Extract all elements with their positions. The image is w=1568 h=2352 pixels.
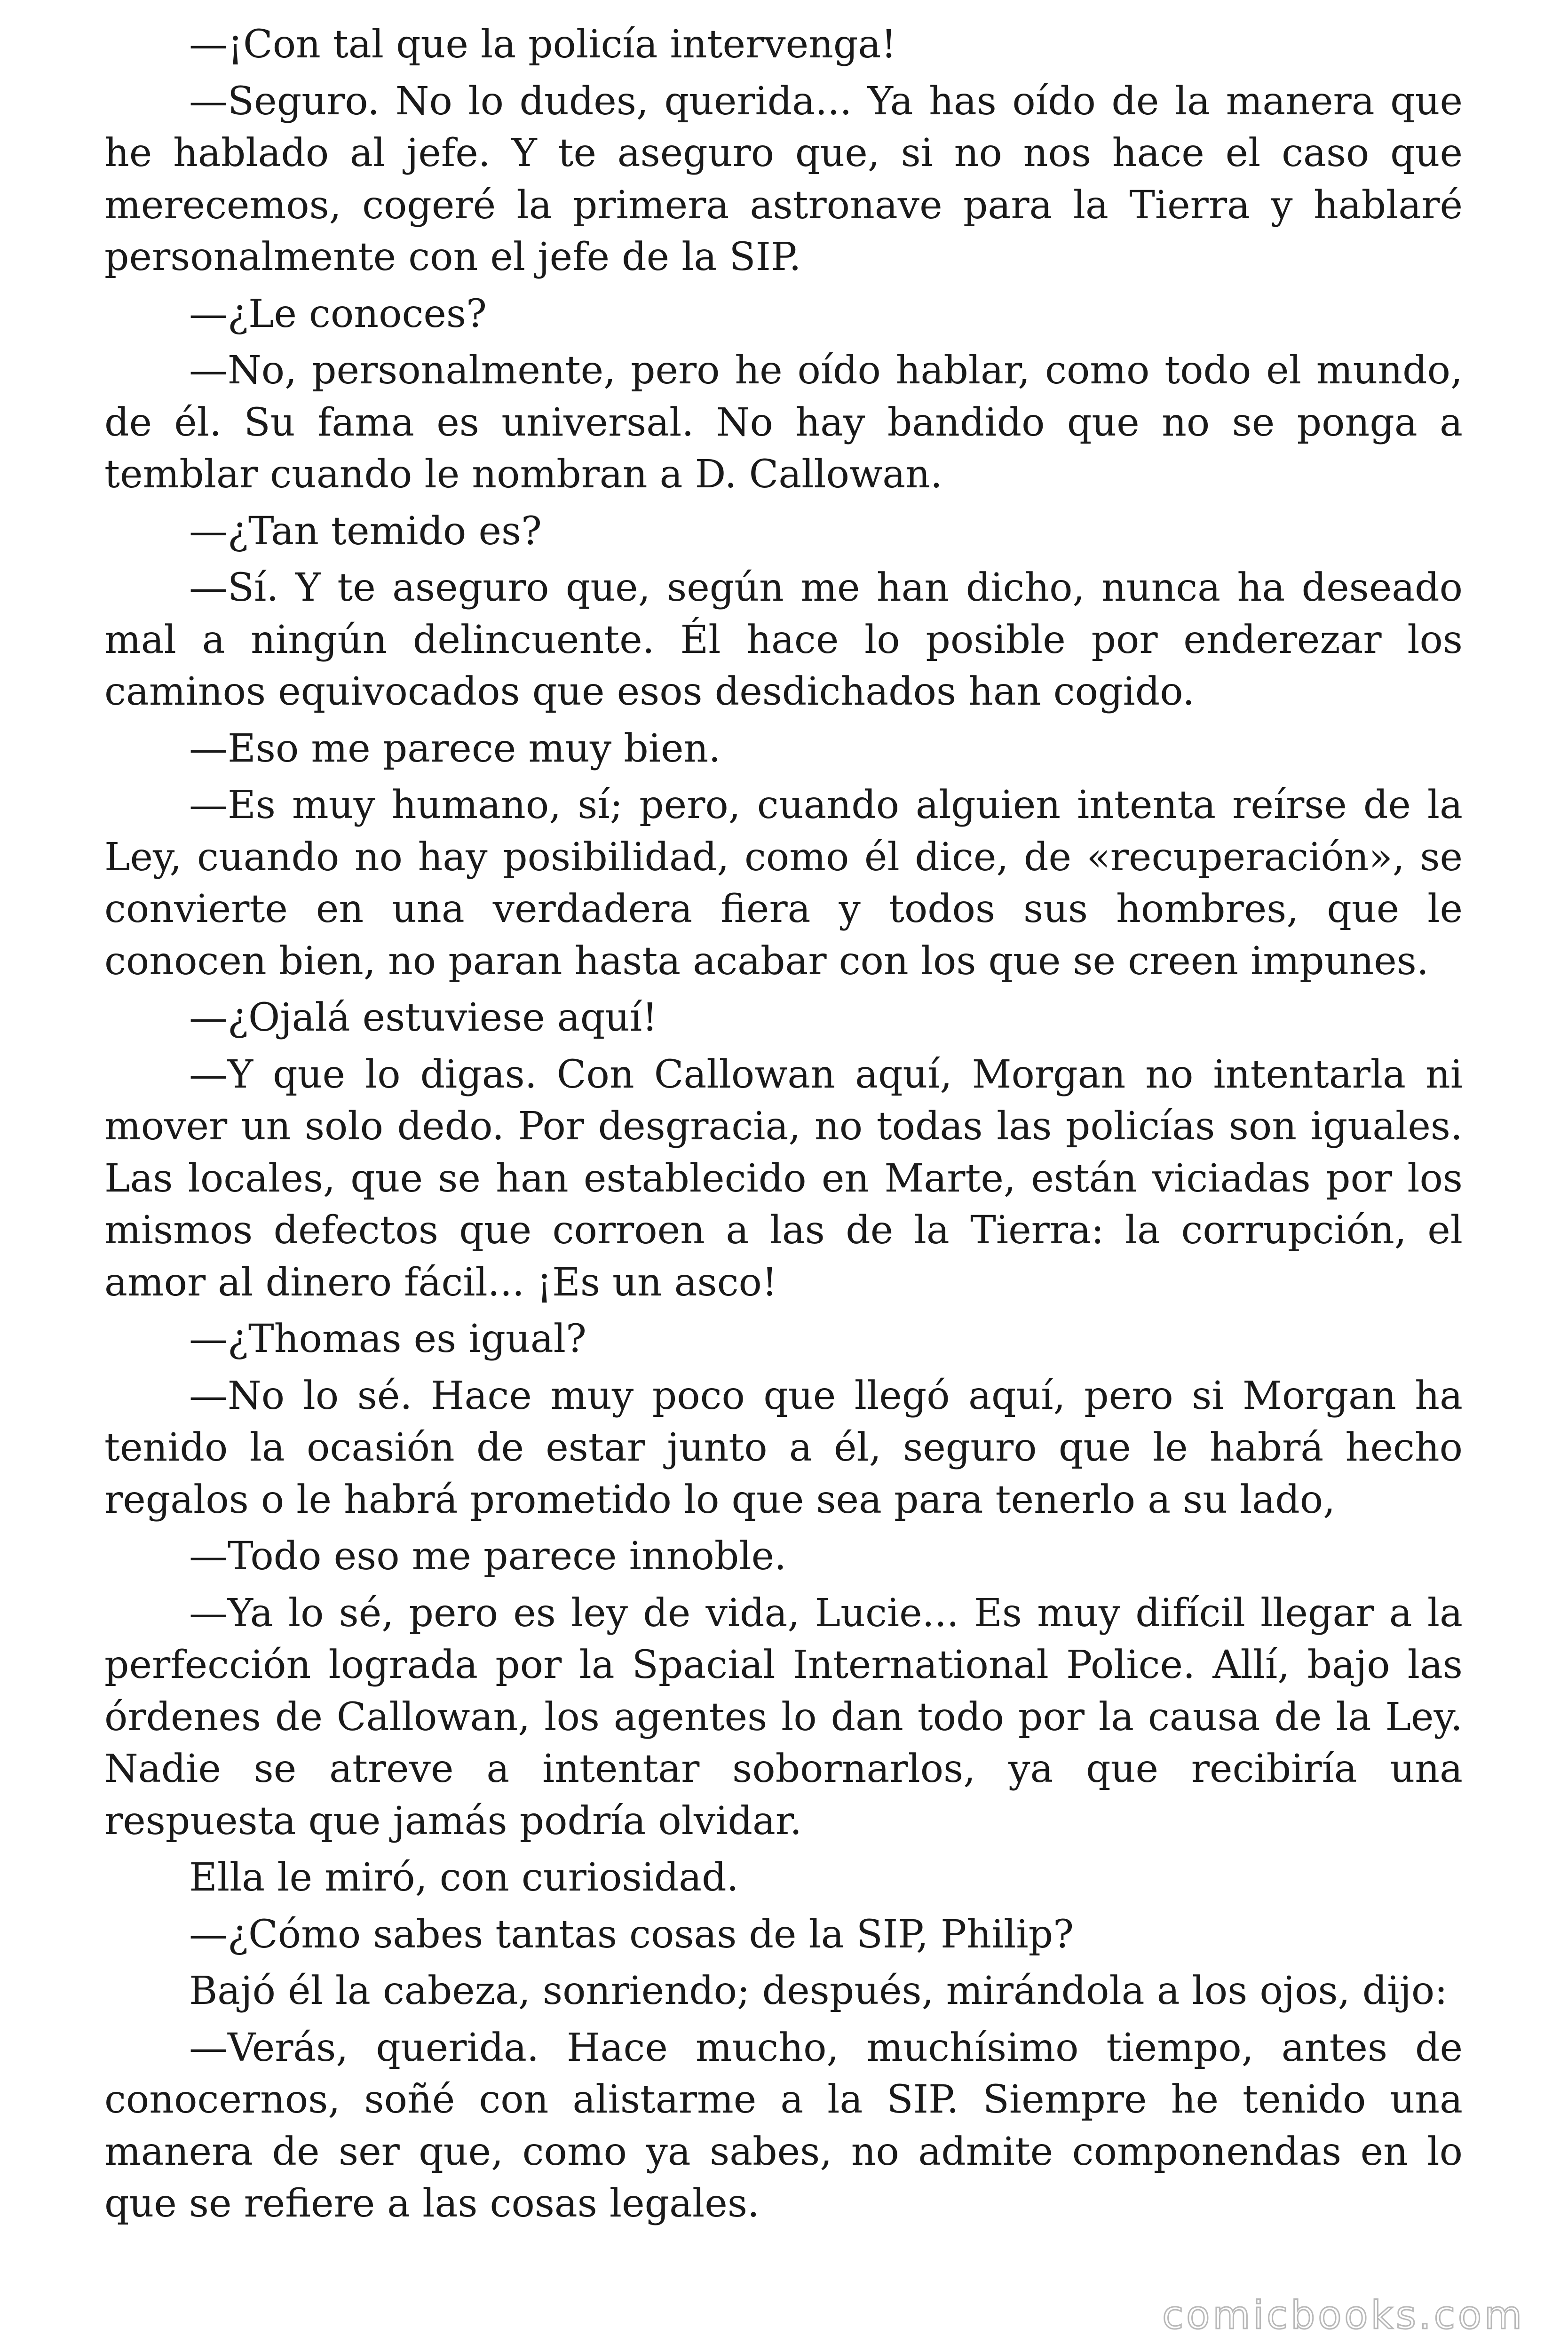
paragraph-11: —¿Thomas es igual? (189, 1317, 586, 1361)
paragraph-15: Ella le miró, con curiosidad. (189, 1855, 739, 1900)
paragraph-13: —Todo eso me parece innoble. (189, 1534, 787, 1579)
paragraph-7: —Eso me parece muy bien. (189, 726, 721, 771)
paragraph-5: —¿Tan temido es? (189, 509, 542, 554)
paragraph-1: —¡Con tal que la policía intervenga! (189, 22, 897, 67)
paragraph-8: —Es muy humano, sí; pero, cuando alguien intenta reírse de la Ley, cuando no hay posibilidad, como él dice, de «recuperación», se convierte en una verdadera fiera y todos sus hombres, que le conocen bien, no paran hasta acabar con los que se creen impunes. (104, 783, 1463, 984)
paragraph-17: Bajó él la cabeza, sonriendo; después, mirándola a los ojos, dijo: (189, 1969, 1448, 2013)
watermark: comicbooks.com (1162, 2293, 1525, 2338)
book-page-text (104, 19, 1463, 2235)
paragraph-18: —Verás, querida. Hace mucho, muchísimo tiempo, antes de conocernos, soñé con alistarme a la SIP. Siempre he tenido una manera de ser que, como ya sabes, no admite componendas en lo que se refiere a las cosas legales. (104, 2025, 1463, 2226)
paragraph-14: —Ya lo sé, pero es ley de vida, Lucie... Es muy difícil llegar a la perfección lograda por la Spacial International Police. Allí, bajo las órdenes de Callowan, los agentes lo dan todo por la causa de la Ley. Nadie se atreve a intentar sobornarlos, ya que recibiría una respuesta que jamás podría olvidar. (104, 1590, 1463, 1843)
paragraph-12: —No lo sé. Hace muy poco que llegó aquí, pero si Morgan ha tenido la ocasión de estar junto a él, seguro que le habrá hecho regalos o le habrá prometido lo que sea para tenerlo a su lado, (104, 1373, 1463, 1522)
paragraph-6: —Sí. Y te aseguro que, según me han dicho, nunca ha deseado mal a ningún delincuente. Él hace lo posible por enderezar los caminos equivocados que esos desdichados han cogido. (104, 565, 1463, 714)
paragraph-4: —No, personalmente, pero he oído hablar, como todo el mundo, de él. Su fama es universal. No hay bandido que no se ponga a temblar cuando le nombran a D. Callowan. (104, 348, 1463, 497)
paragraph-10: —Y que lo digas. Con Callowan aquí, Morgan no intentarla ni mover un solo dedo. Por desgracia, no todas las policías son iguales. Las locales, que se han establecido en Marte, están viciadas por los mismos defectos que corroen a las de la Tierra: la corrupción, el amor al dinero fácil... ¡Es un asco! (104, 1052, 1463, 1305)
paragraph-9: —¿Ojalá estuviese aquí! (189, 995, 658, 1040)
paragraph-16: —¿Cómo sabes tantas cosas de la SIP, Philip? (189, 1912, 1074, 1957)
paragraph-2: —Seguro. No lo dudes, querida... Ya has oído de la manera que he hablado al jefe. Y te aseguro que, si no nos hace el caso que merecemos, cogeré la primera astronave para la Tierra y hablaré personalmente con el jefe de la SIP. (104, 79, 1463, 279)
paragraph-3: —¿Le conoces? (189, 291, 487, 336)
